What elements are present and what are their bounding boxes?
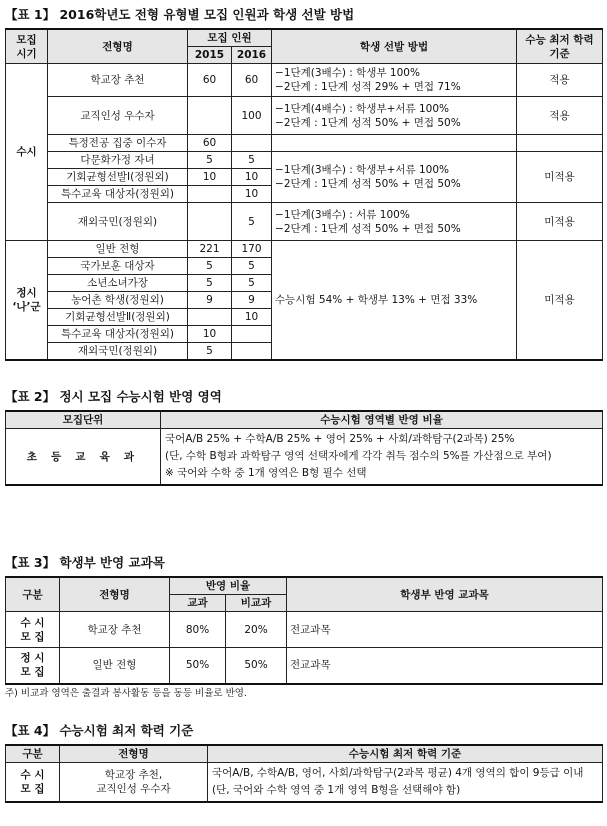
- t1-susi-method: −1단계(3배수) : 서류 100% −2단계 : 1단계 성적 50% + 면접 50%: [272, 203, 517, 241]
- t1-susi-min: 미적용: [517, 152, 603, 203]
- t3-courses: 전교과목: [287, 648, 603, 684]
- t2-header-unit: 모집단위: [6, 411, 161, 429]
- t1-susi-2016: [232, 135, 272, 152]
- t1-jeongsi-name: 국가보훈 대상자: [48, 258, 188, 275]
- table4: [5, 744, 603, 803]
- t1-header-period: 모집 시기: [6, 29, 48, 64]
- t3-header-name: 전형명: [60, 577, 170, 612]
- t1-jeongsi-name: 특수교육 대상자(정원외): [48, 326, 188, 343]
- t1-susi-2015: 60: [188, 135, 232, 152]
- table3-title: 【표 3】 학생부 반영 교과목: [5, 555, 165, 570]
- t3-header-category: 구분: [6, 577, 60, 612]
- t1-susi-2016: 5: [232, 152, 272, 169]
- t1-jeongsi-name: 소년소녀가장: [48, 275, 188, 292]
- t1-jeongsi-2016: [232, 326, 272, 343]
- t3-subject: 80%: [170, 612, 226, 648]
- t4-header-category: 구분: [6, 745, 60, 763]
- t1-susi-2016: 10: [232, 186, 272, 203]
- table2: [5, 410, 603, 486]
- table1-title: 【표 1】 2016학년도 전형 유형별 모집 인원과 학생 선발 방법: [5, 7, 355, 22]
- t1-susi-name: 학교장 추천: [48, 64, 188, 97]
- t1-susi-name: 특정전공 집중 이수자: [48, 135, 188, 152]
- t1-susi-2016: 10: [232, 169, 272, 186]
- table3: [5, 576, 603, 685]
- t1-jeongsi-2016: 5: [232, 258, 272, 275]
- t3-nonsubject: 50%: [226, 648, 287, 684]
- table1: [5, 28, 603, 361]
- t3-name: 학교장 추천: [60, 612, 170, 648]
- t1-jeongsi-2015: 10: [188, 326, 232, 343]
- table-row: [6, 648, 603, 684]
- t1-susi-min-empty: [517, 135, 603, 152]
- t1-susi-2015: 5: [188, 152, 232, 169]
- t3-header-nonsubject: 비교과: [226, 595, 287, 612]
- t4-header-standard: 수능시험 최저 학력 기준: [208, 745, 603, 763]
- t3-category: 수 시 모 집: [6, 612, 60, 648]
- t1-jeongsi-2015: 5: [188, 343, 232, 361]
- t1-susi-2015: 60: [188, 64, 232, 97]
- t1-jeongsi-name: 일반 전형: [48, 241, 188, 258]
- t1-susi-name: 재외국민(정원외): [48, 203, 188, 241]
- t3-nonsubject: 20%: [226, 612, 287, 648]
- t1-jeongsi-label: 정시 ‘나’군: [6, 241, 48, 361]
- t1-susi-name: 기회균형선발Ⅰ(정원외): [48, 169, 188, 186]
- t1-jeongsi-2015: 5: [188, 275, 232, 292]
- t2-ratio-text: 국어A/B 25% + 수학A/B 25% + 영어 25% + 사회/과학탐구(2과목) 25% (단, 수학 B형과 과학탐구 영역 선택자에게 각각 취득 점수의 5%를 가산점으로 부여) ※ 국어와 수학 중 1개 영역은 B형 필수 선택: [161, 429, 603, 486]
- t1-susi-min: 적용: [517, 64, 603, 97]
- t1-header-2016: 2016: [232, 47, 272, 64]
- t1-jeongsi-2015: 5: [188, 258, 232, 275]
- t1-susi-2016: 60: [232, 64, 272, 97]
- t1-jeongsi-2016: [232, 343, 272, 361]
- t1-jeongsi-2016: 170: [232, 241, 272, 258]
- t1-susi-name: 교직인성 우수자: [48, 97, 188, 135]
- t4-name: 학교장 추천, 교직인성 우수자: [60, 763, 208, 803]
- t3-note: 주) 비교과 영역은 출결과 봉사활동 등을 동등 비율로 반영.: [5, 687, 247, 699]
- table2-section: [5, 388, 602, 486]
- t3-category: 정 시 모 집: [6, 648, 60, 684]
- t1-jeongsi-name: 기회균형선발Ⅱ(정원외): [48, 309, 188, 326]
- t1-header-name: 전형명: [48, 29, 188, 64]
- t1-susi-name: 다문화가정 자녀: [48, 152, 188, 169]
- t2-unit: 초 등 교 육 과: [6, 429, 161, 486]
- t4-header-name: 전형명: [60, 745, 208, 763]
- table-row: [6, 763, 603, 803]
- t1-jeongsi-name: 재외국민(정원외): [48, 343, 188, 361]
- t3-header-ratio: 반영 비율: [170, 577, 287, 595]
- t1-susi-label: 수시: [6, 64, 48, 241]
- t1-header-quota: 모집 인원: [188, 29, 272, 47]
- t4-standard: 국어A/B, 수학A/B, 영어, 사회/과학탐구(2과목 평균) 4개 영역의 합이 9등급 이내(단, 국어와 수학 영역 중 1개 영역 B형을 선택해야 함): [208, 763, 603, 803]
- t1-jeongsi-2015: [188, 309, 232, 326]
- t2-header-ratio: 수능시험 영역별 반영 비율: [161, 411, 603, 429]
- t1-header-2015: 2015: [188, 47, 232, 64]
- t1-susi-2015: [188, 186, 232, 203]
- t4-category: 수 시 모 집: [6, 763, 60, 803]
- t1-susi-min: 적용: [517, 97, 603, 135]
- table-row: [6, 612, 603, 648]
- t3-subject: 50%: [170, 648, 226, 684]
- t3-header-courses: 학생부 반영 교과목: [287, 577, 603, 612]
- t1-jeongsi-2016: 10: [232, 309, 272, 326]
- t1-susi-2015: [188, 203, 232, 241]
- t1-susi-method: −1단계(3배수) : 학생부 100% −2단계 : 1단계 성적 29% + 면접 71%: [272, 64, 517, 97]
- t1-jeongsi-2016: 9: [232, 292, 272, 309]
- t1-susi-method: −1단계(3배수) : 학생부+서류 100% −2단계 : 1단계 성적 50% + 면접 50%: [272, 152, 517, 203]
- t1-susi-name: 특수교육 대상자(정원외): [48, 186, 188, 203]
- t1-susi-method-empty: [272, 135, 517, 152]
- t1-jeongsi-name: 농어촌 학생(정원외): [48, 292, 188, 309]
- t1-susi-method: −1단계(4배수) : 학생부+서류 100% −2단계 : 1단계 성적 50% + 면접 50%: [272, 97, 517, 135]
- t1-header-min: 수능 최저 학력 기준: [517, 29, 603, 64]
- t3-name: 일반 전형: [60, 648, 170, 684]
- t1-susi-2016: 100: [232, 97, 272, 135]
- t1-jeongsi-min: 미적용: [517, 241, 603, 361]
- table2-title: 【표 2】 정시 모집 수능시험 반영 영역: [5, 389, 222, 404]
- t1-susi-2016: 5: [232, 203, 272, 241]
- table1-section: [5, 6, 602, 361]
- t3-courses: 전교과목: [287, 612, 603, 648]
- t1-jeongsi-method: 수능시험 54% + 학생부 13% + 면접 33%: [272, 241, 517, 361]
- t1-jeongsi-2015: 221: [188, 241, 232, 258]
- t3-header-subject: 교과: [170, 595, 226, 612]
- t1-susi-2015: 10: [188, 169, 232, 186]
- table4-title: 【표 4】 수능시험 최저 학력 기준: [5, 723, 194, 738]
- t1-header-method: 학생 선발 방법: [272, 29, 517, 64]
- table4-section: [5, 722, 602, 803]
- t1-susi-2015: [188, 97, 232, 135]
- t1-jeongsi-2016: 5: [232, 275, 272, 292]
- t1-jeongsi-2015: 9: [188, 292, 232, 309]
- t1-susi-min: 미적용: [517, 203, 603, 241]
- table3-section: [5, 554, 602, 701]
